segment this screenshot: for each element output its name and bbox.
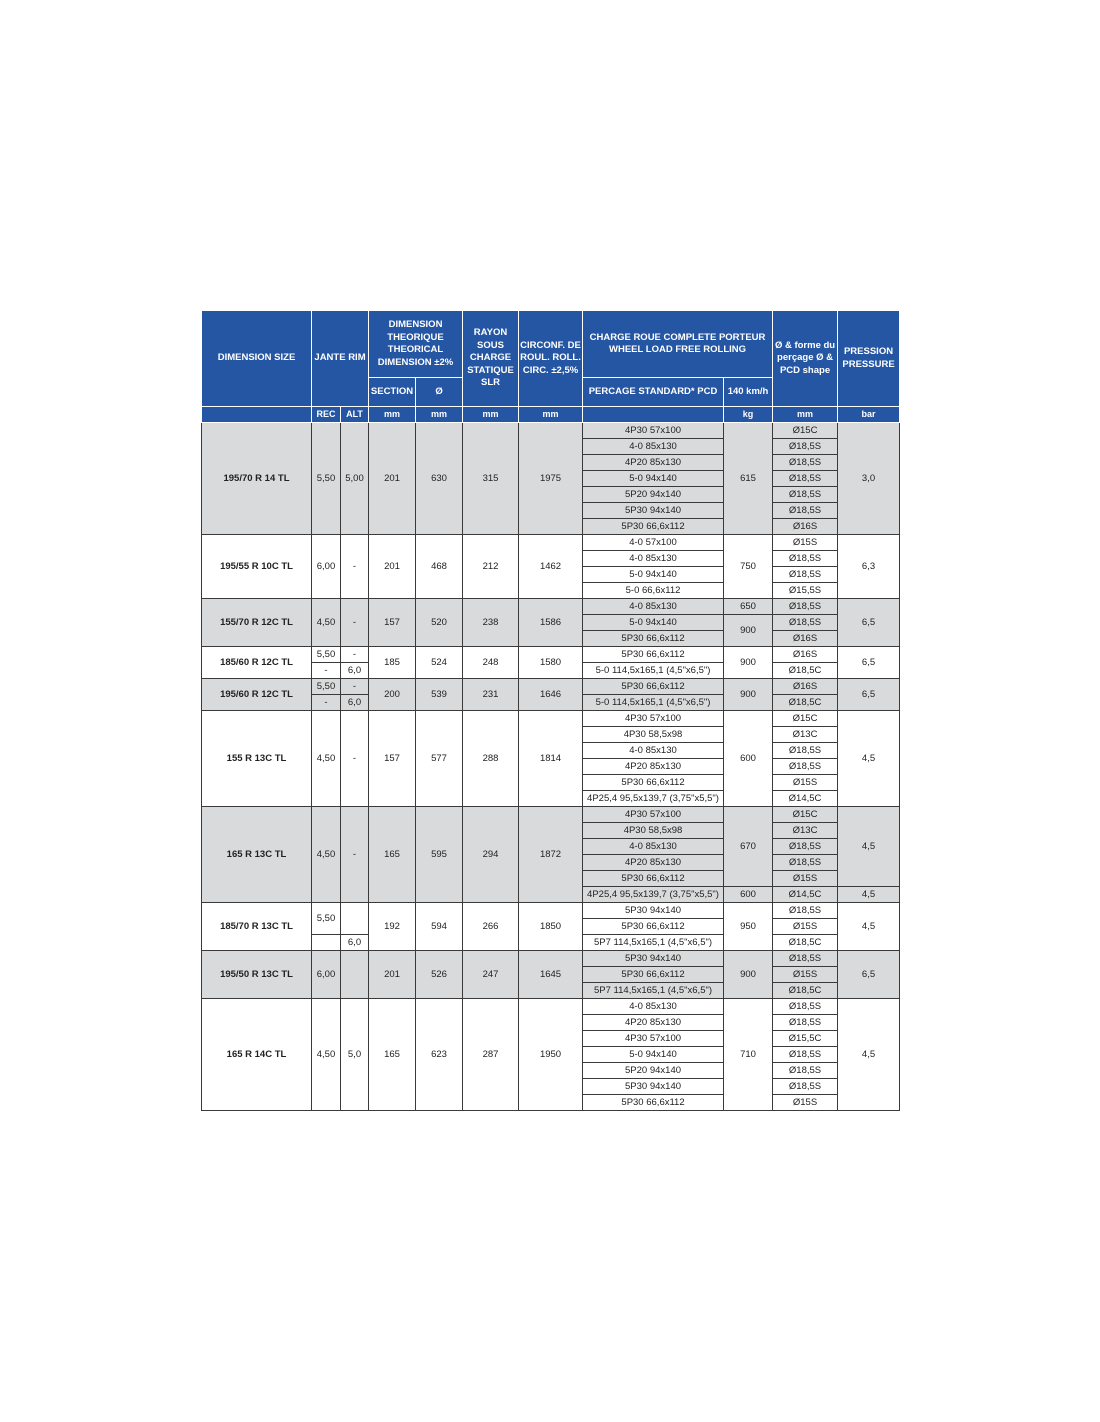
shape-cell: Ø18,5C — [773, 695, 838, 711]
section-cell: 201 — [369, 423, 416, 535]
shape-cell: Ø16S — [773, 647, 838, 663]
table-row — [202, 807, 900, 823]
pcd-cell: 4P30 57x100 — [583, 807, 724, 823]
unit-blank — [202, 407, 312, 423]
shape-cell: Ø15S — [773, 871, 838, 887]
pcd-cell: 5-0 94x140 — [583, 1047, 724, 1063]
unit-alt: ALT — [341, 407, 369, 423]
rim-alt-cell: 6,0 — [341, 935, 369, 951]
shape-cell: Ø14,5C — [773, 887, 838, 903]
shape-cell: Ø18,5S — [773, 951, 838, 967]
pcd-cell: 5P30 94x140 — [583, 1079, 724, 1095]
header-percage: PERCAGE STANDARD* PCD — [583, 378, 724, 407]
pcd-cell: 5-0 94x140 — [583, 615, 724, 631]
rim-alt-cell: - — [341, 807, 369, 903]
shape-cell: Ø18,5S — [773, 599, 838, 615]
shape-cell: Ø14,5C — [773, 791, 838, 807]
shape-cell: Ø18,5S — [773, 743, 838, 759]
slr-cell: 287 — [463, 999, 519, 1111]
size-cell: 195/60 R 12C TL — [202, 679, 312, 711]
pcd-cell: 5P30 66,6x112 — [583, 519, 724, 535]
slr-cell: 238 — [463, 599, 519, 647]
tyre-spec-table-container — [201, 310, 899, 1111]
shape-cell: Ø13C — [773, 727, 838, 743]
shape-cell: Ø18,5S — [773, 1079, 838, 1095]
section-cell: 201 — [369, 535, 416, 599]
table-row — [202, 999, 900, 1015]
rim-rec-cell: 5,50 — [312, 423, 341, 535]
load-cell: 950 — [724, 903, 773, 951]
header-circ: CIRCONF. DE ROUL. ROLL. CIRC. ±2,5% — [519, 311, 583, 407]
circ-cell: 1872 — [519, 807, 583, 903]
section-cell: 201 — [369, 951, 416, 999]
rim-alt-cell: 6,0 — [341, 695, 369, 711]
rim-alt-cell: - — [341, 711, 369, 807]
load-cell: 600 — [724, 887, 773, 903]
pcd-cell: 5-0 94x140 — [583, 567, 724, 583]
pcd-cell: 4P30 57x100 — [583, 1031, 724, 1047]
unit-blank-pcd — [583, 407, 724, 423]
shape-cell: Ø18,5S — [773, 1015, 838, 1031]
header-dimension: DIMENSION SIZE — [202, 311, 312, 407]
pressure-cell: 4,5 — [838, 711, 900, 807]
shape-cell: Ø15S — [773, 967, 838, 983]
diameter-cell: 539 — [416, 679, 463, 711]
pcd-cell: 5-0 114,5x165,1 (4,5"x6,5") — [583, 695, 724, 711]
pcd-cell: 4-0 85x130 — [583, 839, 724, 855]
pcd-cell: 4P30 57x100 — [583, 711, 724, 727]
rim-alt-cell — [341, 951, 369, 999]
rim-rec-cell: 4,50 — [312, 599, 341, 647]
diameter-cell: 630 — [416, 423, 463, 535]
shape-cell: Ø15S — [773, 919, 838, 935]
section-cell: 200 — [369, 679, 416, 711]
pressure-cell: 4,5 — [838, 903, 900, 951]
rim-alt-cell: - — [341, 679, 369, 695]
shape-cell: Ø18,5S — [773, 903, 838, 919]
pcd-cell: 4-0 85x130 — [583, 999, 724, 1015]
load-cell: 670 — [724, 807, 773, 887]
unit-mm-slr: mm — [463, 407, 519, 423]
pcd-cell: 5P7 114,5x165,1 (4,5"x6,5") — [583, 983, 724, 999]
size-cell: 165 R 14C TL — [202, 999, 312, 1111]
pcd-cell: 4P30 58,5x98 — [583, 823, 724, 839]
shape-cell: Ø18,5S — [773, 1047, 838, 1063]
section-cell: 165 — [369, 807, 416, 903]
header-section: SECTION — [369, 378, 416, 407]
pressure-cell: 6,5 — [838, 599, 900, 647]
rim-alt-cell: - — [341, 535, 369, 599]
pcd-cell: 5P30 66,6x112 — [583, 631, 724, 647]
shape-cell: Ø18,5S — [773, 487, 838, 503]
table-row — [202, 647, 900, 663]
table-row — [202, 903, 900, 919]
load-cell: 600 — [724, 711, 773, 807]
header-rayon: RAYON SOUS CHARGE STATIQUE SLR — [463, 311, 519, 407]
tyre-spec-table — [201, 310, 900, 1111]
pcd-cell: 5P30 66,6x112 — [583, 679, 724, 695]
shape-cell: Ø15C — [773, 807, 838, 823]
pressure-cell: 4,5 — [838, 887, 900, 903]
shape-cell: Ø15,5C — [773, 1031, 838, 1047]
table-row — [202, 679, 900, 695]
circ-cell: 1850 — [519, 903, 583, 951]
table-row — [202, 423, 900, 439]
slr-cell: 266 — [463, 903, 519, 951]
rim-rec-cell: 5,50 — [312, 903, 341, 935]
circ-cell: 1646 — [519, 679, 583, 711]
size-cell: 195/50 R 13C TL — [202, 951, 312, 999]
shape-cell: Ø18,5S — [773, 615, 838, 631]
size-cell: 185/60 R 12C TL — [202, 647, 312, 679]
shape-cell: Ø18,5S — [773, 855, 838, 871]
size-cell: 155 R 13C TL — [202, 711, 312, 807]
shape-cell: Ø18,5S — [773, 439, 838, 455]
rim-rec-cell: 4,50 — [312, 807, 341, 903]
pcd-cell: 4P25,4 95,5x139,7 (3,75"x5,5") — [583, 887, 724, 903]
diameter-cell: 594 — [416, 903, 463, 951]
shape-cell: Ø18,5S — [773, 471, 838, 487]
rim-alt-cell: - — [341, 647, 369, 663]
circ-cell: 1645 — [519, 951, 583, 999]
slr-cell: 231 — [463, 679, 519, 711]
rim-rec-cell: 6,00 — [312, 535, 341, 599]
shape-cell: Ø18,5S — [773, 759, 838, 775]
size-cell: 155/70 R 12C TL — [202, 599, 312, 647]
pcd-cell: 5-0 66,6x112 — [583, 583, 724, 599]
slr-cell: 212 — [463, 535, 519, 599]
rim-rec-cell: 4,50 — [312, 999, 341, 1111]
pressure-cell: 6,5 — [838, 647, 900, 679]
diameter-cell: 623 — [416, 999, 463, 1111]
unit-rec: REC — [312, 407, 341, 423]
pressure-cell: 4,5 — [838, 999, 900, 1111]
pcd-cell: 5P30 66,6x112 — [583, 871, 724, 887]
circ-cell: 1580 — [519, 647, 583, 679]
pcd-cell: 4-0 85x130 — [583, 439, 724, 455]
shape-cell: Ø15S — [773, 775, 838, 791]
rim-alt-cell: - — [341, 599, 369, 647]
header-forme: Ø & forme du perçage Ø & PCD shape — [773, 311, 838, 407]
unit-mm-shape: mm — [773, 407, 838, 423]
load-cell: 710 — [724, 999, 773, 1111]
circ-cell: 1586 — [519, 599, 583, 647]
pcd-cell: 5-0 114,5x165,1 (4,5"x6,5") — [583, 663, 724, 679]
rim-rec-cell: 5,50 — [312, 647, 341, 663]
circ-cell: 1950 — [519, 999, 583, 1111]
shape-cell: Ø18,5S — [773, 839, 838, 855]
pcd-cell: 4P20 85x130 — [583, 855, 724, 871]
rim-rec-cell: 4,50 — [312, 711, 341, 807]
pcd-cell: 4P30 57x100 — [583, 423, 724, 439]
rim-rec-cell: 5,50 — [312, 679, 341, 695]
pcd-cell: 4P20 85x130 — [583, 759, 724, 775]
header-speed: 140 km/h — [724, 378, 773, 407]
header-pression: PRESSION PRESSURE — [838, 311, 900, 407]
rim-rec-cell: - — [312, 695, 341, 711]
shape-cell: Ø15S — [773, 1095, 838, 1111]
size-cell: 185/70 R 13C TL — [202, 903, 312, 951]
table-row — [202, 951, 900, 967]
pcd-cell: 5P7 114,5x165,1 (4,5"x6,5") — [583, 935, 724, 951]
pcd-cell: 5P30 94x140 — [583, 503, 724, 519]
rim-alt-cell: 5,00 — [341, 423, 369, 535]
size-cell: 195/55 R 10C TL — [202, 535, 312, 599]
size-cell: 165 R 13C TL — [202, 807, 312, 903]
shape-cell: Ø15,5S — [773, 583, 838, 599]
pcd-cell: 5P30 94x140 — [583, 903, 724, 919]
diameter-cell: 524 — [416, 647, 463, 679]
rim-alt-cell: 5,0 — [341, 999, 369, 1111]
diameter-cell: 468 — [416, 535, 463, 599]
shape-cell: Ø15S — [773, 535, 838, 551]
shape-cell: Ø18,5S — [773, 551, 838, 567]
diameter-cell: 526 — [416, 951, 463, 999]
shape-cell: Ø18,5S — [773, 1063, 838, 1079]
load-cell: 900 — [724, 679, 773, 711]
size-cell: 195/70 R 14 TL — [202, 423, 312, 535]
section-cell: 185 — [369, 647, 416, 679]
table-row — [202, 599, 900, 615]
shape-cell: Ø13C — [773, 823, 838, 839]
shape-cell: Ø16S — [773, 679, 838, 695]
table-row — [202, 711, 900, 727]
slr-cell: 288 — [463, 711, 519, 807]
load-cell: 650 — [724, 599, 773, 615]
shape-cell: Ø16S — [773, 631, 838, 647]
unit-kg: kg — [724, 407, 773, 423]
unit-mm-circ: mm — [519, 407, 583, 423]
pcd-cell: 5P20 94x140 — [583, 1063, 724, 1079]
shape-cell: Ø18,5C — [773, 663, 838, 679]
diameter-cell: 520 — [416, 599, 463, 647]
pressure-cell: 6,3 — [838, 535, 900, 599]
unit-bar: bar — [838, 407, 900, 423]
pcd-cell: 4-0 85x130 — [583, 551, 724, 567]
rim-rec-cell-empty — [312, 935, 341, 951]
pressure-cell: 6,5 — [838, 951, 900, 999]
section-cell: 157 — [369, 711, 416, 807]
pcd-cell: 4P25,4 95,5x139,7 (3,75"x5,5") — [583, 791, 724, 807]
table-row — [202, 535, 900, 551]
header-jante: JANTE RIM — [312, 311, 369, 407]
header-diam: Ø — [416, 378, 463, 407]
pressure-cell: 6,5 — [838, 679, 900, 711]
unit-mm-diam: mm — [416, 407, 463, 423]
pcd-cell: 4P30 58,5x98 — [583, 727, 724, 743]
circ-cell: 1814 — [519, 711, 583, 807]
pcd-cell: 4P20 85x130 — [583, 1015, 724, 1031]
pcd-cell: 4P20 85x130 — [583, 455, 724, 471]
slr-cell: 247 — [463, 951, 519, 999]
shape-cell: Ø16S — [773, 519, 838, 535]
load-cell: 900 — [724, 647, 773, 679]
load-cell: 900 — [724, 951, 773, 999]
slr-cell: 294 — [463, 807, 519, 903]
rim-rec-cell: 6,00 — [312, 951, 341, 999]
pcd-cell: 5P30 66,6x112 — [583, 775, 724, 791]
section-cell: 192 — [369, 903, 416, 951]
rim-alt-cell: 6,0 — [341, 663, 369, 679]
pressure-cell: 4,5 — [838, 807, 900, 887]
shape-cell: Ø15C — [773, 711, 838, 727]
shape-cell: Ø18,5S — [773, 999, 838, 1015]
header-charge: CHARGE ROUE COMPLETE PORTEUR WHEEL LOAD FREE ROLLING — [583, 311, 773, 378]
load-cell: 750 — [724, 535, 773, 599]
load-cell: 900 — [724, 615, 773, 647]
pcd-cell: 5P30 66,6x112 — [583, 967, 724, 983]
header-dim-theo: DIMENSION THEORIQUE THEORICAL DIMENSION ±2% — [369, 311, 463, 378]
rim-rec-cell: - — [312, 663, 341, 679]
shape-cell: Ø15C — [773, 423, 838, 439]
section-cell: 157 — [369, 599, 416, 647]
pcd-cell: 5P30 66,6x112 — [583, 647, 724, 663]
pcd-cell: 5P20 94x140 — [583, 487, 724, 503]
circ-cell: 1462 — [519, 535, 583, 599]
pcd-cell: 5-0 94x140 — [583, 471, 724, 487]
pressure-cell: 3,0 — [838, 423, 900, 535]
shape-cell: Ø18,5S — [773, 567, 838, 583]
shape-cell: Ø18,5C — [773, 935, 838, 951]
rim-alt-cell-empty — [341, 903, 369, 935]
pcd-cell: 4-0 57x100 — [583, 535, 724, 551]
shape-cell: Ø18,5S — [773, 455, 838, 471]
shape-cell: Ø18,5C — [773, 983, 838, 999]
unit-mm-section: mm — [369, 407, 416, 423]
diameter-cell: 595 — [416, 807, 463, 903]
pcd-cell: 5P30 94x140 — [583, 951, 724, 967]
pcd-cell: 5P30 66,6x112 — [583, 1095, 724, 1111]
pcd-cell: 4-0 85x130 — [583, 599, 724, 615]
slr-cell: 315 — [463, 423, 519, 535]
pcd-cell: 4-0 85x130 — [583, 743, 724, 759]
shape-cell: Ø18,5S — [773, 503, 838, 519]
slr-cell: 248 — [463, 647, 519, 679]
circ-cell: 1975 — [519, 423, 583, 535]
section-cell: 165 — [369, 999, 416, 1111]
diameter-cell: 577 — [416, 711, 463, 807]
load-cell: 615 — [724, 423, 773, 535]
pcd-cell: 5P30 66,6x112 — [583, 919, 724, 935]
